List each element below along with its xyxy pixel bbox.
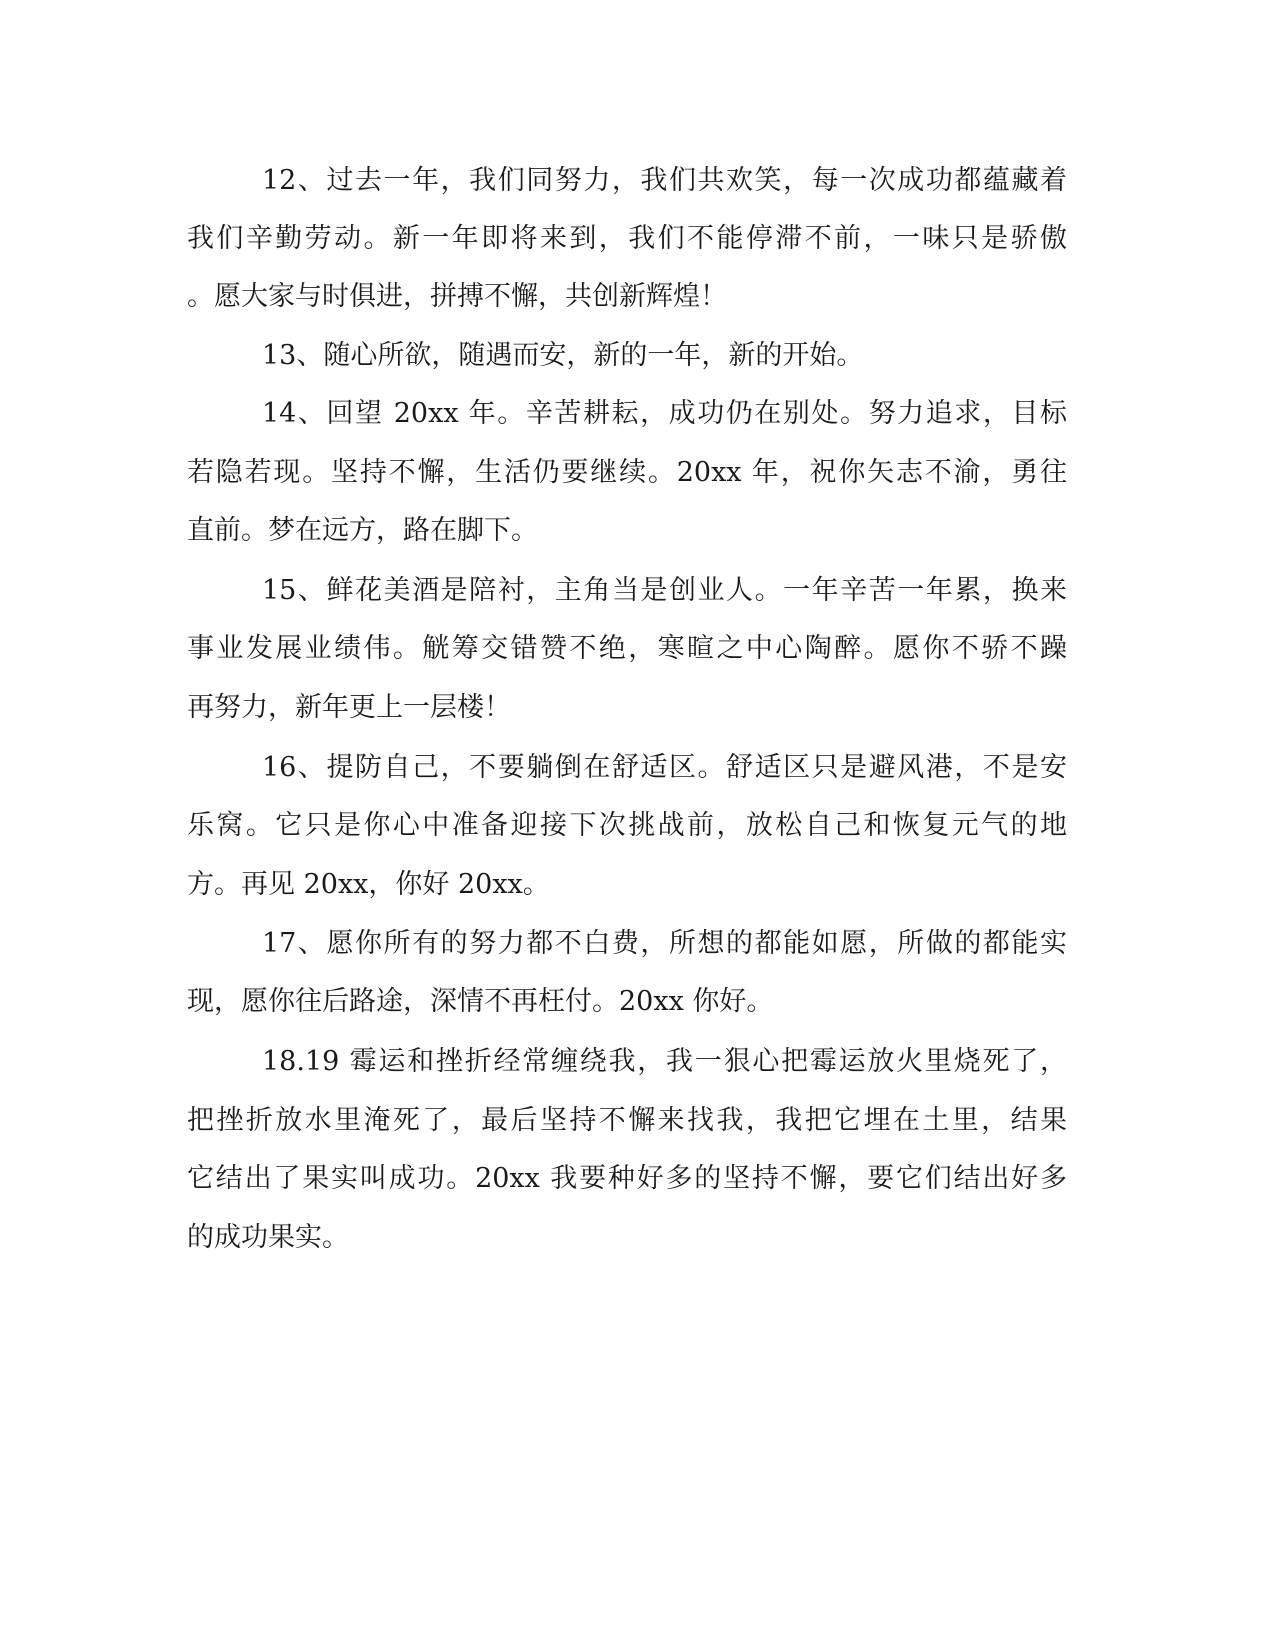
text-line: 18.19 霉运和挫折经常缠绕我，我一狠心把霉运放火里烧死了， [262, 1046, 1067, 1077]
text-line: 13、随心所欲，随遇而安，新的一年，新的开始。 [262, 340, 864, 371]
text-line: 把挫折放水里淹死了，最后坚持不懈来找我，我把它埋在土里，结果 [187, 1105, 1067, 1136]
text-line: 12、过去一年，我们同努力，我们共欢笑，每一次成功都蕴藏着 [262, 165, 1067, 196]
text-line: 再努力，新年更上一层楼！ [187, 692, 511, 723]
text-line: 。愿大家与时俱进，拼搏不懈，共创新辉煌！ [187, 281, 727, 312]
text-line: 若隐若现。坚持不懈，生活仍要继续。20xx 年，祝你矢志不渝，勇往 [187, 457, 1067, 488]
text-line: 17、愿你所有的努力都不白费，所想的都能如愿，所做的都能实 [262, 928, 1067, 959]
text-line: 16、提防自己，不要躺倒在舒适区。舒适区只是避风港，不是安 [262, 752, 1067, 783]
text-line: 方。再见 20xx，你好 20xx。 [187, 869, 550, 900]
text-line: 14、回望 20xx 年。辛苦耕耘，成功仍在别处。努力追求，目标 [262, 398, 1067, 429]
text-line: 我们辛勤劳动。新一年即将来到，我们不能停滞不前，一味只是骄傲 [187, 223, 1067, 254]
text-line: 15、鲜花美酒是陪衬，主角当是创业人。一年辛苦一年累，换来 [262, 575, 1067, 606]
text-line: 现，愿你往后路途，深情不再枉付。20xx 你好。 [187, 986, 774, 1017]
text-line: 直前。梦在远方，路在脚下。 [187, 515, 538, 546]
text-line: 它结出了果实叫成功。20xx 我要种好多的坚持不懈，要它们结出好多 [187, 1163, 1067, 1194]
text-line: 乐窝。它只是你心中准备迎接下次挑战前，放松自己和恢复元气的地 [187, 810, 1067, 841]
text-line: 的成功果实。 [187, 1222, 349, 1253]
text-line: 事业发展业绩伟。觥筹交错赞不绝，寒暄之中心陶醉。愿你不骄不躁 [187, 633, 1067, 664]
